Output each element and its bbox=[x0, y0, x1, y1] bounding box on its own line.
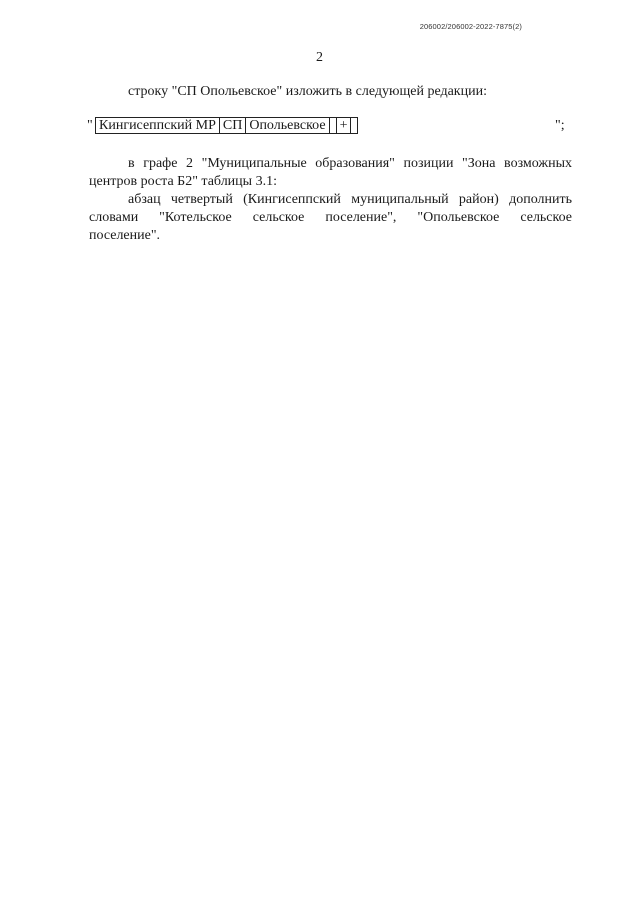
close-quote: "; bbox=[555, 118, 565, 133]
cell-settlement: Опольевское bbox=[246, 118, 329, 134]
body-line-2: центров роста Б2" таблицы 3.1: bbox=[89, 174, 277, 189]
body-line-5: поселение". bbox=[89, 228, 161, 243]
body-line-3: абзац четвертый (Кингисеппский муниципальный район) дополнить bbox=[128, 192, 572, 207]
body-paragraphs bbox=[89, 155, 572, 245]
document-id: 206002/206002-2022-7875(2) bbox=[419, 22, 522, 31]
cell-empty-1 bbox=[329, 118, 336, 134]
open-quote: " bbox=[87, 118, 93, 133]
page-number: 2 bbox=[316, 50, 323, 65]
table-row bbox=[96, 118, 358, 134]
body-line-4: словами "Котельское сельское поселение", "Опольевское сельское bbox=[89, 210, 572, 225]
amendment-table bbox=[95, 117, 358, 134]
cell-type: СП bbox=[219, 118, 245, 134]
intro-paragraph: строку "СП Опольевское" изложить в следующей редакции: bbox=[128, 84, 487, 99]
cell-district: Кингисеппский МР bbox=[96, 118, 220, 134]
cell-empty-2 bbox=[351, 118, 358, 134]
cell-plus: + bbox=[336, 118, 351, 134]
body-line-1: в графе 2 "Муниципальные образования" позиции "Зона возможных bbox=[128, 156, 572, 171]
